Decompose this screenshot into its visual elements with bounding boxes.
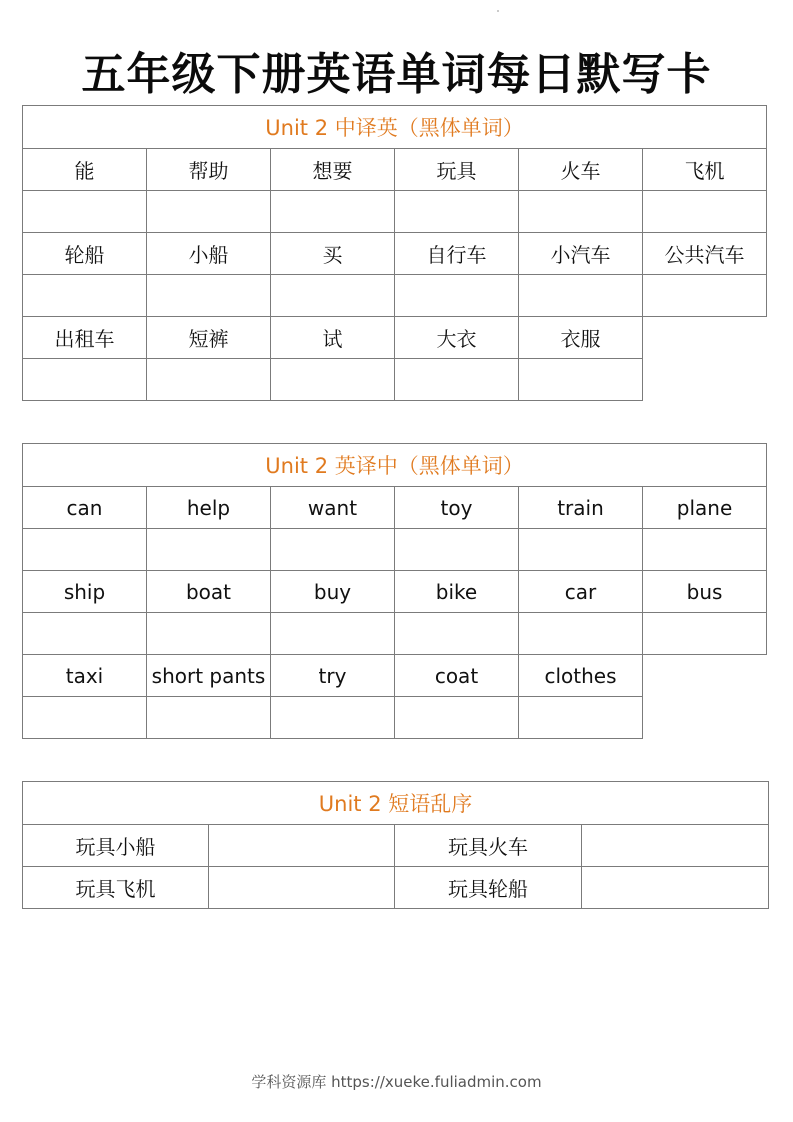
word-prompt: want: [271, 487, 395, 529]
word-prompt: 飞机: [643, 149, 767, 191]
answer-blank[interactable]: [147, 529, 271, 571]
answer-blank[interactable]: [209, 867, 395, 909]
answer-blank[interactable]: [23, 613, 147, 655]
answer-blank[interactable]: [643, 529, 767, 571]
answer-blank[interactable]: [209, 825, 395, 867]
word-prompt: clothes: [519, 655, 643, 697]
answer-blank[interactable]: [643, 191, 767, 233]
section-heading: Unit 2 中译英（黑体单词）: [23, 106, 767, 149]
phrase-prompt: 玩具火车: [395, 825, 582, 867]
page-title: 五年级下册英语单词每日默写卡: [81, 49, 712, 100]
answer-blank[interactable]: [147, 613, 271, 655]
word-prompt: can: [23, 487, 147, 529]
answer-blank[interactable]: [582, 867, 769, 909]
section-heading: Unit 2 短语乱序: [23, 782, 769, 825]
word-prompt: 火车: [519, 149, 643, 191]
answer-blank[interactable]: [271, 697, 395, 739]
answer-blank[interactable]: [147, 191, 271, 233]
answer-blank[interactable]: [519, 275, 643, 317]
answer-blank[interactable]: [147, 359, 271, 401]
answer-blank[interactable]: [395, 191, 519, 233]
word-prompt: try: [271, 655, 395, 697]
word-prompt: boat: [147, 571, 271, 613]
word-prompt: taxi: [23, 655, 147, 697]
word-prompt: 公共汽车: [643, 233, 767, 275]
answer-blank[interactable]: [643, 613, 767, 655]
word-prompt: car: [519, 571, 643, 613]
word-prompt: 买: [271, 233, 395, 275]
answer-blank[interactable]: [271, 275, 395, 317]
word-prompt: 试: [271, 317, 395, 359]
answer-blank[interactable]: [23, 191, 147, 233]
word-prompt: ship: [23, 571, 147, 613]
en-to-cn-table: [22, 443, 767, 739]
word-prompt: 想要: [271, 149, 395, 191]
answer-blank[interactable]: [643, 275, 767, 317]
answer-blank[interactable]: [519, 359, 643, 401]
word-prompt: short pants: [147, 655, 271, 697]
empty-space: [643, 655, 767, 697]
phrase-table: [22, 781, 769, 909]
section-heading: Unit 2 英译中（黑体单词）: [23, 444, 767, 487]
answer-blank[interactable]: [147, 697, 271, 739]
phrase-prompt: 玩具飞机: [23, 867, 209, 909]
phrase-prompt: 玩具小船: [23, 825, 209, 867]
answer-blank[interactable]: [271, 191, 395, 233]
footer-watermark: 学科资源库 https://xueke.fuliadmin.com: [251, 1073, 542, 1091]
answer-blank[interactable]: [23, 697, 147, 739]
answer-blank[interactable]: [395, 697, 519, 739]
answer-blank[interactable]: [23, 359, 147, 401]
answer-blank[interactable]: [271, 529, 395, 571]
word-prompt: 帮助: [147, 149, 271, 191]
word-prompt: 大衣: [395, 317, 519, 359]
answer-blank[interactable]: [271, 359, 395, 401]
answer-blank[interactable]: [395, 613, 519, 655]
word-prompt: help: [147, 487, 271, 529]
word-prompt: 轮船: [23, 233, 147, 275]
answer-blank[interactable]: [23, 275, 147, 317]
word-prompt: bus: [643, 571, 767, 613]
cn-to-en-table: [22, 105, 767, 401]
answer-blank[interactable]: [271, 613, 395, 655]
speck: [497, 10, 499, 12]
word-prompt: coat: [395, 655, 519, 697]
answer-blank[interactable]: [582, 825, 769, 867]
word-prompt: buy: [271, 571, 395, 613]
answer-blank[interactable]: [519, 191, 643, 233]
word-prompt: toy: [395, 487, 519, 529]
phrase-prompt: 玩具轮船: [395, 867, 582, 909]
word-prompt: 小船: [147, 233, 271, 275]
word-prompt: 出租车: [23, 317, 147, 359]
answer-blank[interactable]: [519, 613, 643, 655]
word-prompt: 短裤: [147, 317, 271, 359]
word-prompt: 小汽车: [519, 233, 643, 275]
word-prompt: 衣服: [519, 317, 643, 359]
answer-blank[interactable]: [395, 529, 519, 571]
word-prompt: bike: [395, 571, 519, 613]
word-prompt: 能: [23, 149, 147, 191]
word-prompt: plane: [643, 487, 767, 529]
empty-space: [643, 317, 767, 359]
word-prompt: train: [519, 487, 643, 529]
answer-blank[interactable]: [395, 275, 519, 317]
empty-space: [643, 697, 767, 739]
empty-space: [643, 359, 767, 401]
answer-blank[interactable]: [519, 529, 643, 571]
answer-blank[interactable]: [519, 697, 643, 739]
word-prompt: 自行车: [395, 233, 519, 275]
word-prompt: 玩具: [395, 149, 519, 191]
answer-blank[interactable]: [23, 529, 147, 571]
answer-blank[interactable]: [395, 359, 519, 401]
answer-blank[interactable]: [147, 275, 271, 317]
